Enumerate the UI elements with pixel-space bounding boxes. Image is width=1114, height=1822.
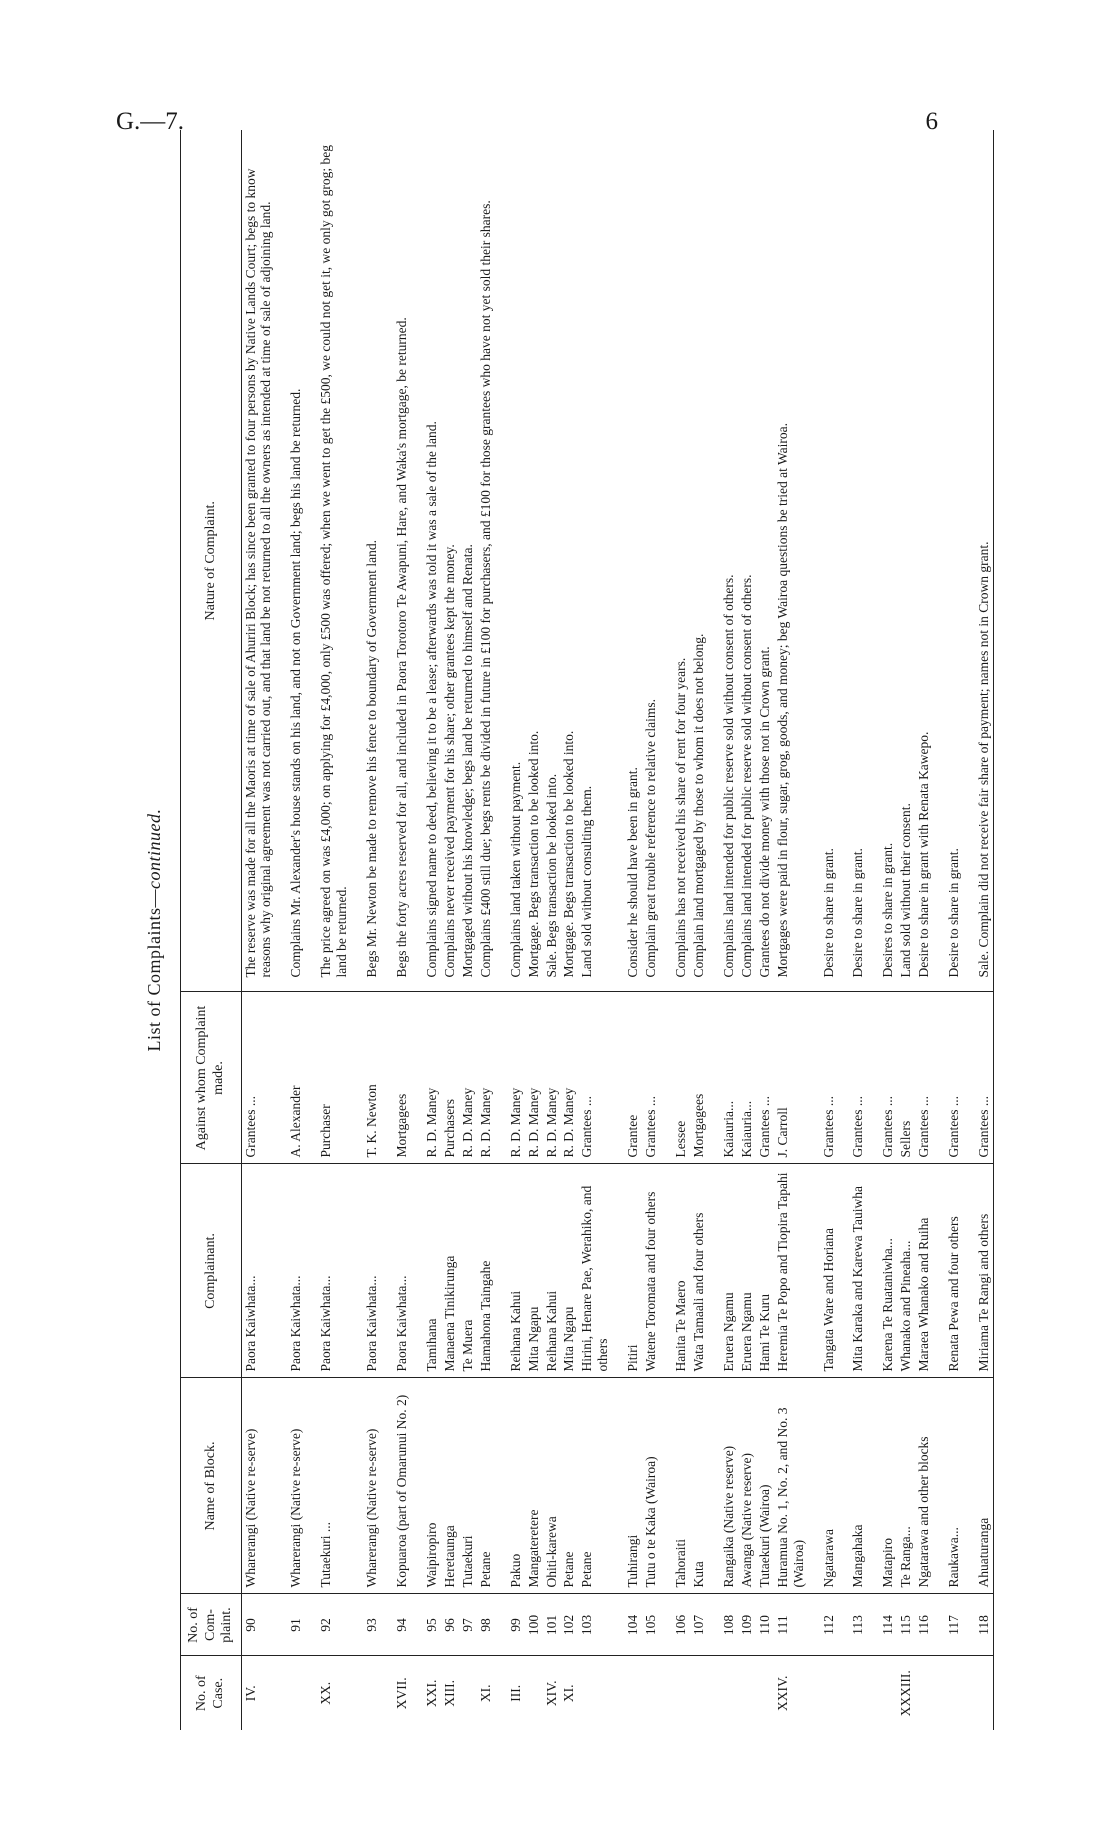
cell-case-no (612, 1656, 642, 1730)
header-complainant: Complainant. (181, 1164, 242, 1378)
cell-block-name: Mangahaka (837, 1378, 867, 1594)
table-row (381, 130, 411, 1730)
cell-complainant: Paora Kaiwhata... (305, 1164, 351, 1378)
cell-nature: The price agreed on was £4,000; on applying for £4,000, only £500 was offered; when we went to get the £500, we could not get it, we only got grog; beg land be returned. (305, 130, 351, 992)
cell-against-whom: Grantees ... (915, 992, 933, 1164)
cell-against-whom: Grantees ... (578, 992, 612, 1164)
cell-nature: Mortgaged without his knowledge; begs land be returned to himself and Renata. (459, 130, 477, 992)
cell-against-whom: Grantees ... (241, 992, 275, 1164)
cell-against-whom: Grantees ... (808, 992, 838, 1164)
table-row (915, 130, 933, 1730)
cell-against-whom: Grantees ... (642, 992, 660, 1164)
cell-nature: Begs Mr. Newton be made to remove his fence to boundary of Government land. (351, 130, 381, 992)
cell-against-whom: A. Alexander (275, 992, 305, 1164)
cell-block-name: Ohiti-karewa (543, 1378, 561, 1594)
cell-case-no: XVII. (394, 1677, 410, 1710)
cell-complaint-no: 110 (756, 1594, 774, 1656)
cell-nature: Complains never received payment for his share; other grantees kept the money. (441, 130, 459, 992)
cell-block-name: Tutaekuri (459, 1378, 477, 1594)
cell-complaint-no: 113 (837, 1594, 867, 1656)
header-against-whom: Against whom Complaint made. (181, 992, 242, 1164)
cell-complaint-no: 94 (381, 1594, 411, 1656)
table-row (241, 130, 275, 1730)
cell-case-no (963, 1656, 993, 1730)
cell-complainant: Paora Kaiwhata... (381, 1164, 411, 1378)
cell-block-name: Raukawa... (933, 1378, 963, 1594)
cell-complaint-no: 109 (738, 1594, 756, 1656)
cell-block-name: Wharerangi (Native re-serve) (241, 1378, 275, 1594)
cell-against-whom: Lessee (660, 992, 690, 1164)
cell-complainant: Hamahona Taingahe (477, 1164, 495, 1378)
cell-case-no: XIV. (543, 1680, 559, 1707)
cell-complainant: Tangata Ware and Horiana (808, 1164, 838, 1378)
cell-complaint-no: 90 (241, 1594, 275, 1656)
cell-complaint-no: 97 (459, 1594, 477, 1656)
cell-against-whom: Kaiauria... (738, 992, 756, 1164)
cell-nature: Land sold without consulting them. (578, 130, 612, 992)
cell-complainant: Reihana Kahui (543, 1164, 561, 1378)
cell-case-no (459, 1656, 477, 1730)
cell-case-no: XI. (561, 1684, 577, 1703)
cell-complaint-no: 100 (525, 1594, 543, 1656)
cell-complaint-no: 93 (351, 1594, 381, 1656)
table-row (690, 130, 708, 1730)
cell-complainant: Wata Tamaali and four others (690, 1164, 708, 1378)
cell-nature: Complains land taken without payment. (495, 130, 525, 992)
cell-nature: Sale. Begs transaction be looked into. (543, 130, 561, 992)
cell-against-whom: R. D. Maney (525, 992, 543, 1164)
cell-nature: Grantees do not divide money with those not in Crown grant. (756, 130, 774, 992)
cell-case-no (808, 1656, 838, 1730)
cell-nature: Desire to share in grant. (837, 130, 867, 992)
cell-nature: Complains Mr. Alexander's house stands on his land, and not on Government land; begs his land be returned. (275, 130, 305, 992)
cell-against-whom: Sellers (897, 992, 915, 1164)
cell-block-name: Rangaika (Native reserve) (708, 1378, 738, 1594)
cell-nature: Desire to share in grant. (933, 130, 963, 992)
cell-against-whom: Grantees ... (963, 992, 993, 1164)
cell-case-no (351, 1656, 381, 1730)
cell-complaint-no: 118 (963, 1594, 993, 1656)
cell-complaint-no: 115 (897, 1594, 915, 1656)
cell-nature: Mortgage. Begs transaction to be looked into. (525, 130, 543, 992)
cell-complainant: Karena Te Ruataniwha... (867, 1164, 897, 1378)
cell-block-name: Ngatarawa (808, 1378, 838, 1594)
cell-complainant: Eruera Ngamu (708, 1164, 738, 1378)
cell-against-whom: T. K. Newton (351, 992, 381, 1164)
cell-block-name: Pakuo (495, 1378, 525, 1594)
cell-nature: Desire to share in grant. (808, 130, 838, 992)
table-row (441, 130, 459, 1730)
cell-complaint-no: 104 (612, 1594, 642, 1656)
cell-complainant: Renata Pewa and four others (933, 1164, 963, 1378)
cell-nature: Complains land intended for public reserve sold without consent of others. (738, 130, 756, 992)
cell-against-whom: Purchasers (441, 992, 459, 1164)
table-row (738, 130, 756, 1730)
cell-nature: Sale. Complain did not receive fair share of payment; names not in Crown grant. (963, 130, 993, 992)
cell-complainant: Te Muera (459, 1164, 477, 1378)
cell-case-no: XXI. (424, 1679, 439, 1707)
table-row (933, 130, 963, 1730)
cell-complainant: Pitiri (612, 1164, 642, 1378)
cell-complaint-no: 108 (708, 1594, 738, 1656)
cell-complainant: Tamihana (411, 1164, 441, 1378)
cell-nature: Desires to share in grant. (867, 130, 897, 992)
table-row (756, 130, 774, 1730)
cell-against-whom: Purchaser (305, 992, 351, 1164)
complaints-table (180, 130, 994, 1730)
table-row (808, 130, 838, 1730)
cell-case-no: III. (507, 1684, 523, 1702)
cell-complainant: Manaena Tinikirunga (441, 1164, 459, 1378)
cell-block-name: Tahoraiti (660, 1378, 690, 1594)
cell-against-whom: Mortgagees (381, 992, 411, 1164)
cell-block-name: Tutaekuri (Wairoa) (756, 1378, 774, 1594)
cell-case-no (837, 1656, 867, 1730)
table-row (837, 130, 867, 1730)
table-row (642, 130, 660, 1730)
rotated-table-region (120, 130, 992, 1730)
cell-against-whom: J. Carroll (774, 992, 808, 1164)
cell-case-no (738, 1656, 756, 1730)
cell-complainant: Paora Kaiwhata... (275, 1164, 305, 1378)
table-row (708, 130, 738, 1730)
cell-nature: Mortgages were paid in flour, sugar, grog, goods, and money; beg Wairoa questions be tried at Wairoa. (774, 130, 808, 992)
cell-against-whom: R. D. Maney (459, 992, 477, 1164)
cell-complaint-no: 112 (808, 1594, 838, 1656)
cell-complaint-no: 114 (867, 1594, 897, 1656)
cell-case-no (756, 1656, 774, 1730)
cell-complaint-no: 91 (275, 1594, 305, 1656)
cell-nature: Mortgage. Begs transaction to be looked into. (560, 130, 578, 992)
cell-block-name: Te Ranga... (897, 1378, 915, 1594)
cell-complaint-no: 103 (578, 1594, 612, 1656)
cell-nature: Land sold without their consent. (897, 130, 915, 992)
table-row (305, 130, 351, 1730)
table-row (867, 130, 897, 1730)
cell-case-no (915, 1656, 933, 1730)
cell-against-whom: R. D. Maney (560, 992, 578, 1164)
cell-complaint-no: 98 (477, 1594, 495, 1656)
cell-complainant: Hami Te Kuru (756, 1164, 774, 1378)
cell-block-name: Petane (477, 1378, 495, 1594)
cell-complainant: Maraea Whanako and Ruiha (915, 1164, 933, 1378)
cell-nature: The reserve was made for all the Maoris at time of sale of Ahuriri Block; has since been granted to four persons by Native Lands Court; begs to know reasons why original agreement was not carried out, and that land be not returned to all the owners as intended at time of sale of adjoining land. (241, 130, 275, 992)
cell-block-name: Tuhirangi (612, 1378, 642, 1594)
cell-nature: Begs the forty acres reserved for all, and included in Paora Torotoro Te Awapuni, Hare, and Waka's mortgage, be returned. (381, 130, 411, 992)
cell-block-name: Kopuaroa (part of Omarunui No. 2) (381, 1378, 411, 1594)
cell-against-whom: R. D. Maney (495, 992, 525, 1164)
cell-nature: Desire to share in grant with Renata Kawepo. (915, 130, 933, 992)
cell-case-no: XXIV. (774, 1675, 790, 1711)
table-row (477, 130, 495, 1730)
caption-title: List of Complaints (144, 907, 164, 1052)
cell-against-whom: Grantees ... (867, 992, 897, 1164)
cell-block-name: Ngatarawa and other blocks (915, 1378, 933, 1594)
cell-against-whom: Grantees ... (837, 992, 867, 1164)
cell-complaint-no: 99 (495, 1594, 525, 1656)
cell-case-no (578, 1656, 612, 1730)
cell-block-name: Heretaunga (441, 1378, 459, 1594)
caption-suffix: continued. (144, 808, 164, 889)
cell-complainant: Heremia Te Popo and Tiopira Tapahi (774, 1164, 808, 1378)
cell-complaint-no: 102 (560, 1594, 578, 1656)
table-row (963, 130, 993, 1730)
cell-complainant: Hanita Te Maero (660, 1164, 690, 1378)
cell-complainant: Paora Kaiwhata... (241, 1164, 275, 1378)
header-case-no: No. of Case. (181, 1656, 242, 1730)
cell-block-name: Tutaekuri ... (305, 1378, 351, 1594)
cell-block-name: Tutu o te Kaka (Wairoa) (642, 1378, 660, 1594)
cell-case-no (525, 1656, 543, 1730)
cell-nature: Complains land intended for public reserve sold without consent of others. (708, 130, 738, 992)
table-row (459, 130, 477, 1730)
cell-complainant: Hirini, Henare Pae, Werahiko, and others (578, 1164, 612, 1378)
cell-complaint-no: 101 (543, 1594, 561, 1656)
cell-complainant: Eruera Ngamu (738, 1164, 756, 1378)
cell-nature: Consider he should have been in grant. (612, 130, 642, 992)
cell-case-no: XX. (318, 1681, 334, 1705)
cell-block-name: Huramua No. 1, No. 2, and No. 3 (Wairoa) (774, 1378, 808, 1594)
cell-complaint-no: 117 (933, 1594, 963, 1656)
cell-case-no (642, 1656, 660, 1730)
cell-complaint-no: 111 (774, 1594, 808, 1656)
cell-case-no (867, 1656, 897, 1730)
table-row (774, 130, 808, 1730)
cell-complaint-no: 105 (642, 1594, 660, 1656)
cell-case-no (275, 1656, 305, 1730)
cell-against-whom: Grantees ... (756, 992, 774, 1164)
table-body (241, 130, 993, 1730)
header-complaint-no: No. of Com-plaint. (181, 1594, 242, 1656)
table-row (660, 130, 690, 1730)
cell-nature: Complains has not received his share of rent for four years. (660, 130, 690, 992)
cell-case-no (690, 1656, 708, 1730)
cell-block-name: Petane (578, 1378, 612, 1594)
cell-complainant: Paora Kaiwhata... (351, 1164, 381, 1378)
cell-case-no (660, 1656, 690, 1730)
cell-complainant: Mita Ngapu (560, 1164, 578, 1378)
cell-against-whom: Kaiauria... (708, 992, 738, 1164)
cell-block-name: Matapiro (867, 1378, 897, 1594)
table-row (612, 130, 642, 1730)
table-row (543, 130, 561, 1730)
cell-complainant: Watene Toromata and four others (642, 1164, 660, 1378)
cell-against-whom: Grantee (612, 992, 642, 1164)
table-row (351, 130, 381, 1730)
cell-against-whom: Mortgagees (690, 992, 708, 1164)
cell-block-name: Waipiropiro (411, 1378, 441, 1594)
cell-complaint-no: 106 (660, 1594, 690, 1656)
table-row (560, 130, 578, 1730)
cell-case-no: XI. (477, 1684, 493, 1703)
cell-nature: Complains £400 still due; begs rents be divided in future in £100 for purchasers, and £100 for those grantees who have not yet sold their shares. (477, 130, 495, 992)
cell-block-name: Kuta (690, 1378, 708, 1594)
table-row (275, 130, 305, 1730)
cell-against-whom: R. D. Maney (477, 992, 495, 1164)
cell-block-name: Awanga (Native reserve) (738, 1378, 756, 1594)
cell-against-whom: Grantees ... (933, 992, 963, 1164)
table-row (411, 130, 441, 1730)
cell-case-no (933, 1656, 963, 1730)
cell-complainant: Mita Ngapu (525, 1164, 543, 1378)
table-row (525, 130, 543, 1730)
report-reference: G.—7. (116, 108, 185, 135)
cell-complaint-no: 92 (305, 1594, 351, 1656)
cell-complainant: Miriama Te Rangi and others (963, 1164, 993, 1378)
table-row (897, 130, 915, 1730)
cell-against-whom: R. D. Maney (543, 992, 561, 1164)
table-header-row (181, 130, 242, 1730)
table-row (578, 130, 612, 1730)
cell-case-no: IV. (242, 1685, 258, 1702)
cell-block-name: Wharerangi (Native re-serve) (275, 1378, 305, 1594)
cell-block-name: Mangateretere (525, 1378, 543, 1594)
cell-complaint-no: 116 (915, 1594, 933, 1656)
cell-complainant: Mita Karaka and Karewa Tauiwha (837, 1164, 867, 1378)
cell-block-name: Petane (560, 1378, 578, 1594)
cell-complaint-no: 107 (690, 1594, 708, 1656)
cell-complaint-no: 96 (441, 1594, 459, 1656)
cell-against-whom: R. D. Maney (411, 992, 441, 1164)
header-block-name: Name of Block. (181, 1378, 242, 1594)
cell-case-no (708, 1656, 738, 1730)
table-caption: List of Complaints—continued. (144, 808, 164, 1052)
cell-case-no: XIII. (441, 1679, 457, 1707)
cell-complainant: Reihana Kahui (495, 1164, 525, 1378)
cell-block-name: Ahuaturanga (963, 1378, 993, 1594)
page-number: 6 (925, 108, 938, 135)
cell-block-name: Wharerangi (Native re-serve) (351, 1378, 381, 1594)
cell-nature: Complains signed name to deed, believing it to be a lease; afterwards was told it was a sale of the land. (411, 130, 441, 992)
cell-nature: Complain great trouble reference to relative claims. (642, 130, 660, 992)
table-row (495, 130, 525, 1730)
header-nature: Nature of Complaint. (181, 130, 242, 992)
cell-complainant: Whanako and Pineaha... (897, 1164, 915, 1378)
cell-case-no: XXXIII. (898, 1670, 914, 1717)
cell-nature: Complain land mortgaged by those to whom it does not belong. (690, 130, 708, 992)
cell-complaint-no: 95 (411, 1594, 441, 1656)
